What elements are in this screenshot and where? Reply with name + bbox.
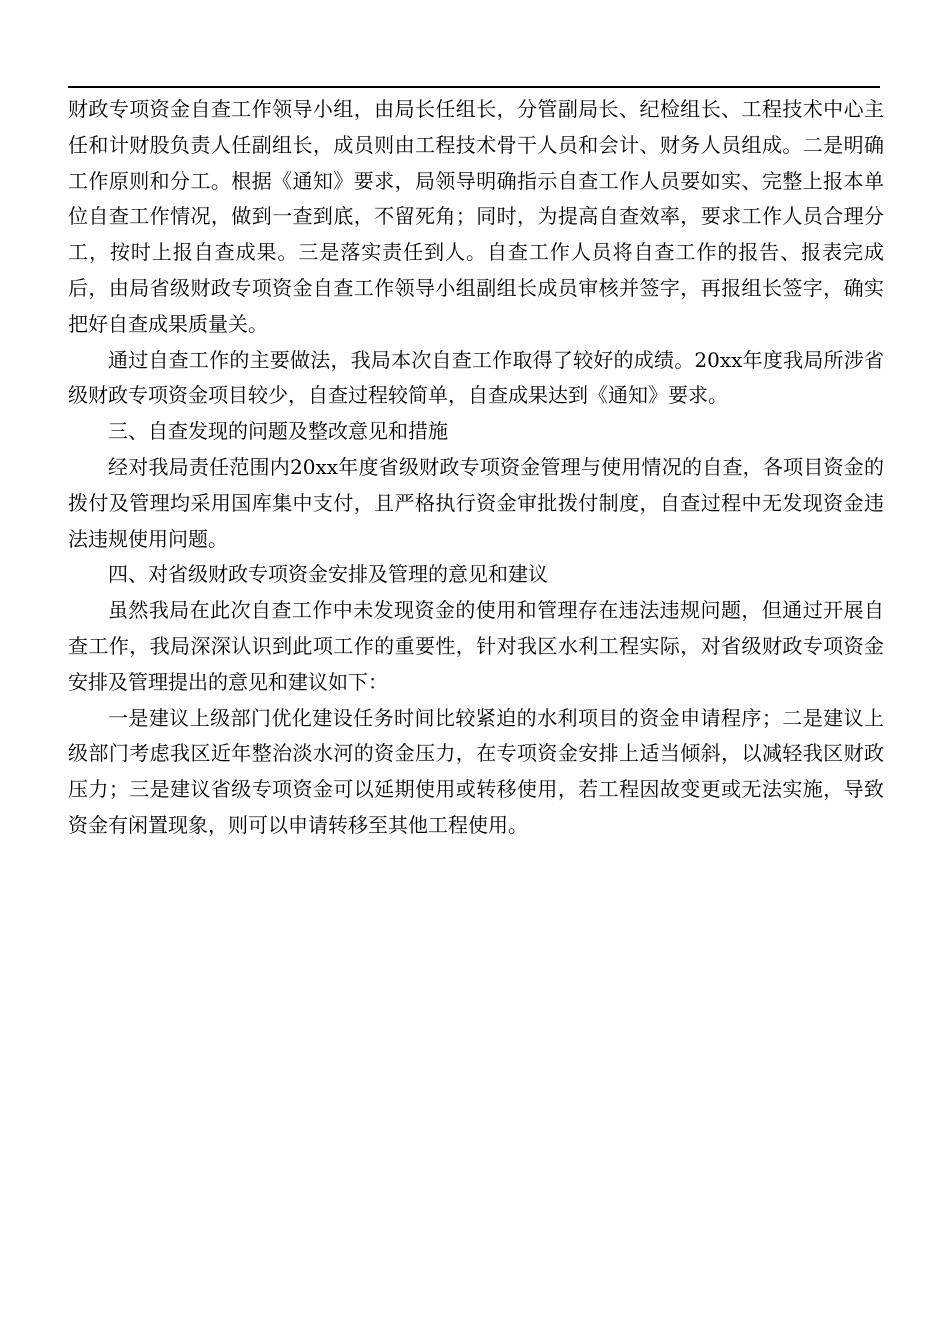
paragraph-suggestions: 一是建议上级部门优化建设任务时间比较紧迫的水利项目的资金申请程序；二是建议上级部门考虑我区近年整治淡水河的资金压力，在专项资金安排上适当倾斜，以减轻我区财政压力；三是建议省级专项资金可以延期使用或转移使用，若工程因故变更或无法实施，导致资金有闲置现象，则可以申请转移至其他工程使用。 — [68, 705, 884, 837]
header-rule — [68, 86, 880, 88]
section-heading-4: 四、对省级财政专项资金安排及管理的意见和建议 — [108, 562, 548, 587]
paragraph-suggestions-intro: 虽然我局在此次自查工作中未发现资金的使用和管理存在违法违规问题，但通过开展自查工作，我局深深认识到此项工作的重要性，针对我区水利工程实际，对省级财政专项资金安排及管理提出的意见和建议如下： — [68, 598, 884, 694]
paragraph-findings: 经对我局责任范围内20xx年度省级财政专项资金管理与使用情况的自查，各项目资金的拨付及管理均采用国库集中支付，且严格执行资金审批拨付制度，自查过程中无发现资金违法违规使用问题。 — [68, 454, 884, 551]
section-heading-3: 三、自查发现的问题及整改意见和措施 — [108, 419, 448, 444]
document-body — [68, 92, 884, 844]
paragraph-results: 通过自查工作的主要做法，我局本次自查工作取得了较好的成绩。20xx年度我局所涉省级财政专项资金项目较少，自查过程较简单，自查成果达到《通知》要求。 — [68, 347, 884, 408]
paragraph-leadership-group: 财政专项资金自查工作领导小组，由局长任组长，分管副局长、纪检组长、工程技术中心主任和计财股负责人任副组长，成员则由工程技术骨干人员和会计、财务人员组成。二是明确工作原则和分工。根据《通知》要求，局领导明确指示自查工作人员要如实、完整上报本单位自查工作情况，做到一查到底，不留死角；同时，为提高自查效率，要求工作人员合理分工，按时上报自查成果。三是落实责任到人。自查工作人员将自查工作的报告、报表完成后，由局省级财政专项资金自查工作领导小组副组长成员审核并签字，再报组长签字，确实把好自查成果质量关。 — [68, 97, 884, 336]
